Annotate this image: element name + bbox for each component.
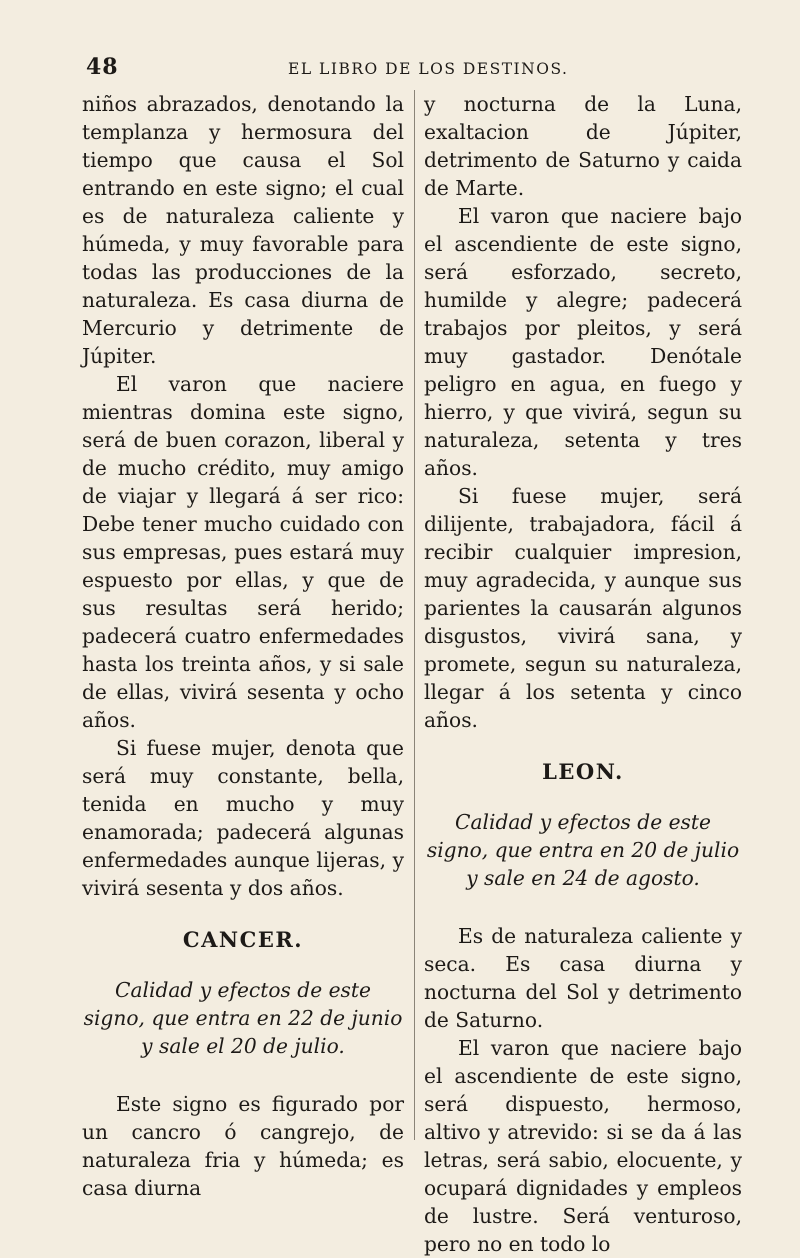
column-divider [414, 90, 415, 1140]
running-title: EL LIBRO DE LOS DESTINOS. [288, 60, 569, 78]
section-subtitle-leon: Calidad y efectos de este signo, que entra en 20 de julio y sale en 24 de agosto. [426, 810, 740, 890]
page-header [0, 54, 800, 82]
section-title-cancer: CANCER. [182, 927, 304, 952]
paragraph: niños abrazados, denotando la templanza y hermosura del tiempo que causa el Sol entrando en este signo; el cual es de naturaleza caliente y húmeda, y muy favorable para todas las producciones de la naturaleza. Es casa diurna de Mercurio y detrimente de Júpiter. [82, 92, 404, 368]
paragraph: Si fuese mujer, será dilijente, trabajadora, fácil á recibir cualquier impresion, muy agradecida, y aunque sus parientes la causarán algunos disgustos, vivirá sana, y promete, segun su naturaleza, llegar á los setenta y cinco años. [424, 484, 742, 732]
page-number: 48 [86, 54, 119, 80]
left-column [82, 90, 404, 1202]
paragraph: El varon que naciere bajo el ascendiente de este signo, será dispuesto, hermoso, altivo y atrevido: si se da á las letras, será sabio, elocuente, y ocupará dignidades y empleos de lustre. Será venturoso, pero no en todo lo [424, 1036, 742, 1256]
section-subtitle-cancer: Calidad y efectos de este signo, que entra en 22 de junio y sale el 20 de julio. [83, 978, 403, 1058]
paragraph: El varon que naciere bajo el ascendiente de este signo, será esforzado, secreto, humilde y alegre; padecerá trabajos por pleitos, y será muy gastador. Denótale peligro en agua, en fuego y hierro, y que vivirá, segun su naturaleza, setenta y tres años. [424, 204, 742, 480]
paragraph: y nocturna de la Luna, exaltacion de Júpiter, detrimento de Saturno y caida de Marte. [424, 92, 742, 200]
paragraph: Si fuese mujer, denota que será muy constante, bella, tenida en mucho y muy enamorada; padecerá algunas enfermedades aunque lijeras, y vivirá sesenta y dos años. [82, 736, 404, 900]
paragraph: El varon que naciere mientras domina este signo, será de buen corazon, liberal y de mucho crédito, muy amigo de viajar y llegará á ser rico: Debe tener mucho cuidado con sus empresas, pues estará muy espuesto por ellas, y que de sus resultas será herido; padecerá cuatro enfermedades hasta los treinta años, y si sale de ellas, vivirá sesenta y ocho años. [82, 372, 404, 732]
paragraph: Es de naturaleza caliente y seca. Es casa diurna y nocturna del Sol y detrimento de Saturno. [424, 924, 742, 1032]
right-column [424, 90, 742, 1258]
paragraph: Este signo es figurado por un cancro ó cangrejo, de naturaleza fria y húmeda; es casa diurna [82, 1092, 404, 1200]
section-title-leon: LEON. [542, 759, 624, 784]
